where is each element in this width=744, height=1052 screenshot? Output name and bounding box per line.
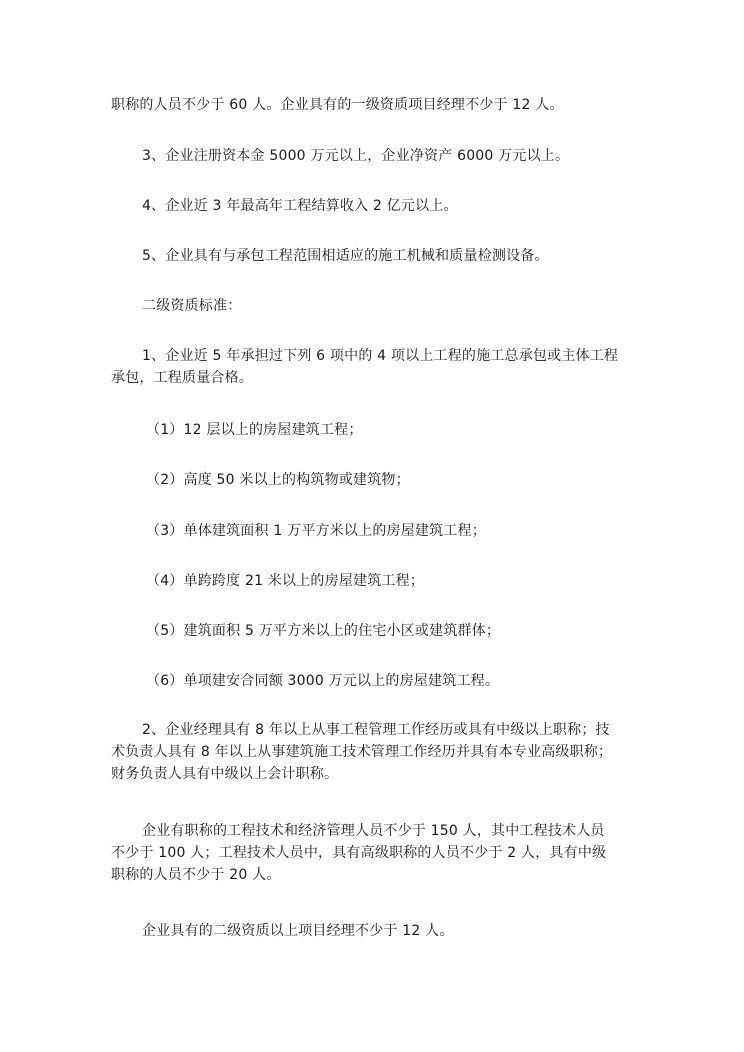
text-line: 术负责人具有 8 年以上从事建筑施工技术管理工作经历并具有本专业高级职称； xyxy=(111,744,613,760)
list-item-2 xyxy=(111,469,651,491)
list-item-6 xyxy=(111,670,651,692)
text-line: 4、企业近 3 年最高年工程结算收入 2 亿元以上。 xyxy=(142,198,458,214)
paragraph-first-level-managers xyxy=(111,94,651,116)
list-item-4 xyxy=(111,570,651,592)
text-line: （2）高度 50 米以上的构筑物或建筑物； xyxy=(146,472,410,488)
paragraph-annual-revenue xyxy=(111,195,651,217)
text-line: 企业具有的二级资质以上项目经理不少于 12 人。 xyxy=(142,923,454,939)
text-line: （6）单项建安合同额 3000 万元以上的房屋建筑工程。 xyxy=(146,673,500,689)
list-item-1 xyxy=(111,419,651,441)
paragraph-personnel-qualifications xyxy=(111,719,651,785)
text-line: （5）建筑面积 5 万平方米以上的住宅小区或建筑群体； xyxy=(146,623,501,639)
paragraph-technical-staff xyxy=(111,820,651,886)
paragraph-project-managers xyxy=(111,920,651,942)
list-item-3 xyxy=(111,520,651,542)
text-line: 企业有职称的工程技术和经济管理人员不少于 150 人，其中工程技术人员 xyxy=(142,823,605,839)
text-line: 1、企业近 5 年承担过下列 6 项中的 4 项以上工程的施工总承包或主体工程 xyxy=(142,348,619,364)
text-line: 5、企业具有与承包工程范围相适应的施工机械和质量检测设备。 xyxy=(142,248,549,264)
text-line: 承包，工程质量合格。 xyxy=(111,370,253,386)
paragraph-registered-capital xyxy=(111,145,651,167)
text-line: 3、企业注册资本金 5000 万元以上，企业净资产 6000 万元以上。 xyxy=(142,148,570,164)
text-line: （4）单跨跨度 21 米以上的房屋建筑工程； xyxy=(146,573,425,589)
text-line: 不少于 100 人；工程技术人员中，具有高级职称的人员不少于 2 人，具有中级 xyxy=(111,845,607,861)
text-line: 2、企业经理具有 8 年以上从事工程管理工作经历或具有中级以上职称；技 xyxy=(142,722,610,738)
list-item-5 xyxy=(111,620,651,642)
text-line: 二级资质标准： xyxy=(142,298,242,314)
text-line: 财务负责人具有中级以上会计职称。 xyxy=(111,766,339,782)
paragraph-equipment xyxy=(111,245,651,267)
text-line: （1）12 层以上的房屋建筑工程； xyxy=(146,422,363,438)
text-line: 职称的人员不少于 20 人。 xyxy=(111,867,281,883)
paragraph-project-experience xyxy=(111,345,651,389)
heading-level-two-standard xyxy=(111,295,651,317)
text-line: 职称的人员不少于 60 人。企业具有的一级资质项目经理不少于 12 人。 xyxy=(111,97,564,113)
text-line: （3）单体建筑面积 1 万平方米以上的房屋建筑工程； xyxy=(146,523,486,539)
